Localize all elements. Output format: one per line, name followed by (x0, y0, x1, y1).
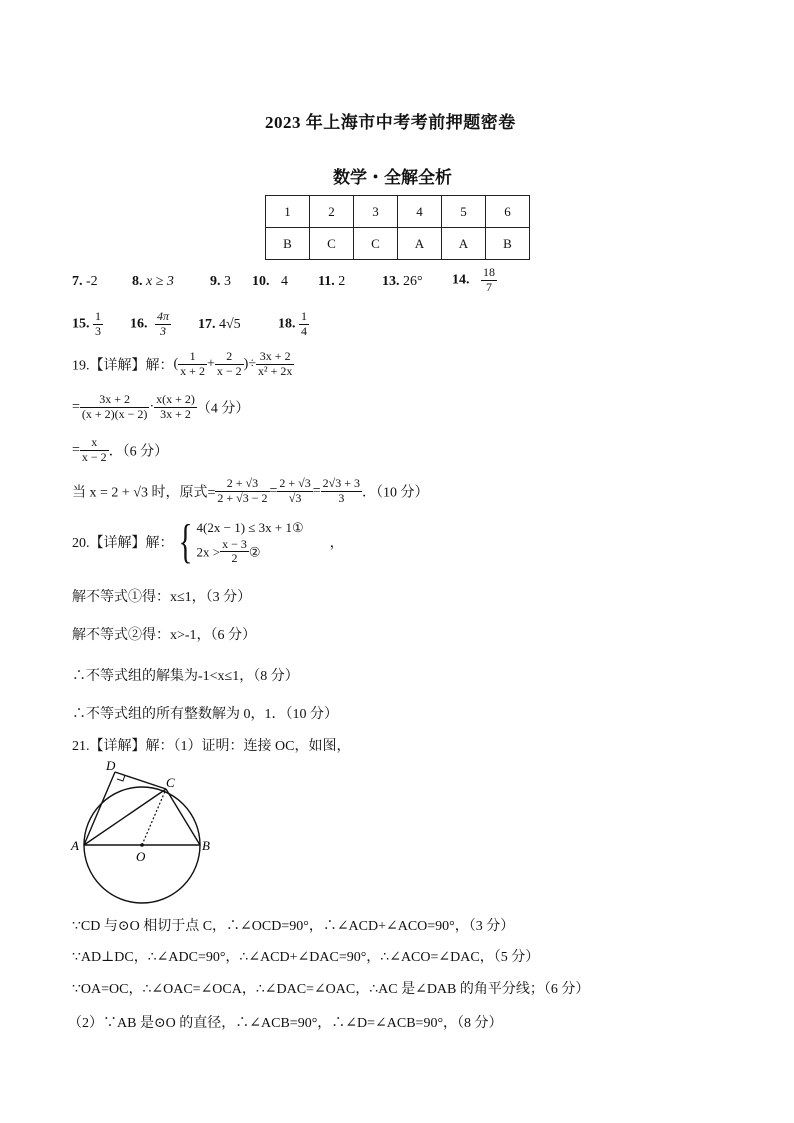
q19-step4-fraction-2 (277, 477, 312, 506)
q16-fraction (155, 310, 171, 339)
denominator: 3 (338, 490, 345, 505)
q8-value: x ≥ 3 (146, 274, 174, 289)
denominator: x − 2 (81, 449, 107, 464)
trailing-comma: ， (329, 536, 344, 552)
inequality-2-mark: ② (248, 544, 261, 560)
q20-line-2: 解不等式②得：x>-1，（6 分） (72, 628, 257, 643)
q19-line-3: = $\frac{x}{x - 2}$ ．（6 分） (72, 435, 169, 464)
q19-step3-score: ．（6 分） (108, 444, 169, 460)
table-cell: 3 (354, 196, 398, 228)
q10 (252, 274, 288, 290)
numerator: 3x + 2 (80, 393, 150, 408)
q19-step3-fraction (80, 436, 109, 465)
q16-denominator: 3 (160, 323, 166, 338)
answer-table-answer-row (266, 228, 530, 260)
q20-line-4: ∴不等式组的所有整数解为 0，1．（10 分） (72, 707, 338, 722)
numerator: x (80, 436, 109, 451)
q17-label: 17. (198, 317, 216, 332)
label-d: D (106, 758, 116, 773)
right-angle-mark (117, 775, 125, 781)
table-cell: C (354, 228, 398, 260)
numerator: 2 + √3 (279, 476, 311, 490)
label-o: O (136, 849, 146, 864)
page-subtitle: 数学・全解全析 (333, 168, 452, 187)
table-cell: B (486, 228, 530, 260)
table-cell: 2 (310, 196, 354, 228)
numerator: x − 3 (222, 536, 247, 551)
numerator: 1 (178, 350, 207, 365)
answer-table-number-row (266, 196, 530, 228)
q21-line-2: ∵AD⊥DC，∴∠ADC=90°，∴∠ACD+∠DAC=90°，∴∠ACO=∠DAC，（5 分） (72, 950, 540, 965)
q21-line-3: ∵OA=OC，∴∠OAC=∠OCA，∴∠DAC=∠OAC，∴AC 是∠DAB 的角平分线；（6 分） (72, 982, 590, 997)
segment-cb (166, 789, 200, 845)
q20-line-3: ∴不等式组的解集为-1<x≤1，（8 分） (72, 669, 299, 684)
answer-table (265, 195, 530, 260)
q8-label: 8. (132, 274, 143, 289)
table-cell: A (442, 228, 486, 260)
q21-line-4: （2）∵AB 是⊙O 的直径，∴∠ACB=90°，∴∠D=∠ACB=90°，（8 分） (68, 1016, 503, 1031)
denominator: 2 + √3 − 2 (217, 490, 268, 505)
denominator: √3 (288, 490, 302, 505)
q19-fraction-2 (215, 350, 244, 379)
q15-numerator: 1 (95, 309, 101, 323)
plus-sign: + (206, 356, 215, 372)
q10-label: 10. (252, 274, 270, 289)
q20-line-1: 解不等式①得：x≤1，（3 分） (72, 590, 252, 605)
denominator: x² + 2x (258, 363, 293, 378)
q14 (452, 266, 497, 295)
q19-step2-fraction-2 (154, 393, 197, 422)
q15-fraction (93, 310, 103, 339)
table-cell: C (310, 228, 354, 260)
q13-value: 26° (403, 274, 423, 289)
q11 (318, 274, 345, 290)
fill-in-row-1 (72, 274, 98, 290)
denominator: 2 (231, 551, 238, 566)
denominator: x − 2 (216, 363, 242, 378)
brace-icon: { (178, 515, 192, 569)
q19-step4-score: ．（10 分） (362, 485, 429, 501)
q18 (278, 310, 309, 339)
table-cell: 5 (442, 196, 486, 228)
q15-denominator: 3 (95, 323, 101, 338)
inequality-1: 4(2x − 1) ≤ 3x + 1① (196, 520, 304, 535)
denominator: 3x + 2 (160, 406, 191, 421)
q19-fraction-1 (178, 350, 207, 379)
q19-line-1: 19.【详解】解：( $\frac{1}{x + 2}$ + $\frac{2}{x - 2}$ )÷ $\frac{3x + 2}{\text{x² + 2x}}$ (72, 349, 293, 378)
q9-value: 3 (224, 274, 231, 289)
table-cell: 4 (398, 196, 442, 228)
q18-label: 18. (278, 316, 296, 332)
q9 (210, 274, 231, 290)
q21-line-1: ∵CD 与⊙O 相切于点 C，∴∠OCD=90°，∴∠ACD+∠ACO=90°，（3 分） (72, 919, 515, 934)
q7-value: -2 (86, 274, 98, 289)
q18-fraction (299, 310, 309, 339)
q19-fraction-3 (256, 350, 294, 379)
q19-line-4: 当 x = 2 + √3 时，原式= $\frac{2 + √3}{2 + √3 - 2}$ = $\frac{2 + √3}{√3}$ = $\frac{2√3 + 3}{3}$ ．（10 分） (72, 476, 429, 505)
numerator: x(x + 2) (156, 392, 195, 406)
q16 (130, 310, 171, 339)
q19-line-2: = $\frac{3x + 2}{(x + 2)(x - 2)}$ · $\frac{x(x + 2)}{3x + 2}$ （4 分） (72, 392, 250, 421)
numerator: 2 (215, 350, 244, 365)
label-b: B (202, 838, 210, 853)
numerator: 2 + √3 (215, 477, 269, 492)
q11-value: 2 (338, 274, 346, 289)
q19-step4-fraction-3 (321, 477, 362, 506)
label-c: C (166, 775, 175, 790)
table-cell: 1 (266, 196, 310, 228)
table-cell: 6 (486, 196, 530, 228)
q19-step4-fraction-1 (215, 477, 269, 506)
q21-intro: 21.【详解】解：（1）证明：连接 OC，如图， (72, 739, 351, 754)
q14-numerator: 18 (483, 265, 495, 279)
page-title: 2023 年上海市中考考前押题密卷 (265, 113, 516, 132)
q18-numerator: 1 (301, 309, 307, 323)
table-cell: B (266, 228, 310, 260)
q19-step4-prefix: 当 x = 2 + √3 时，原式= (72, 485, 216, 501)
q10-value: 4 (281, 274, 288, 289)
table-cell: A (398, 228, 442, 260)
inequality-system (197, 518, 304, 566)
denominator: (x + 2)(x − 2) (81, 406, 148, 421)
q17 (198, 317, 241, 333)
q20-intro: 20.【详解】解： (72, 536, 174, 552)
q19-intro: 19.【详解】解： (72, 358, 174, 374)
label-a: A (71, 838, 79, 853)
inequality-2-prefix: 2x > (196, 544, 221, 560)
divide-sign: ÷ (248, 356, 256, 372)
numerator: 2√3 + 3 (322, 476, 361, 490)
q14-label: 14. (452, 272, 470, 288)
q14-fraction (481, 266, 497, 295)
q13 (382, 274, 423, 290)
q15 (72, 310, 103, 339)
q16-label: 16. (130, 316, 148, 332)
q11-label: 11. (318, 274, 335, 289)
q19-step2-score: （4 分） (196, 401, 250, 417)
q17-value: 4√5 (219, 317, 241, 332)
q19-step2-fraction-1 (80, 393, 150, 422)
q16-numerator: 4π (157, 309, 170, 323)
q13-label: 13. (382, 274, 400, 289)
center-point (140, 843, 144, 847)
q14-denominator: 7 (486, 279, 492, 294)
q20-system-line (72, 515, 344, 569)
numerator: 3x + 2 (256, 350, 294, 365)
q9-label: 9. (210, 274, 221, 289)
geometry-diagram (60, 755, 230, 905)
q18-denominator: 4 (301, 323, 307, 338)
inequality-2-fraction (220, 538, 249, 567)
q7-label: 7. (72, 274, 83, 289)
denominator: x + 2 (180, 363, 205, 378)
q8 (132, 274, 174, 290)
q15-label: 15. (72, 316, 90, 332)
